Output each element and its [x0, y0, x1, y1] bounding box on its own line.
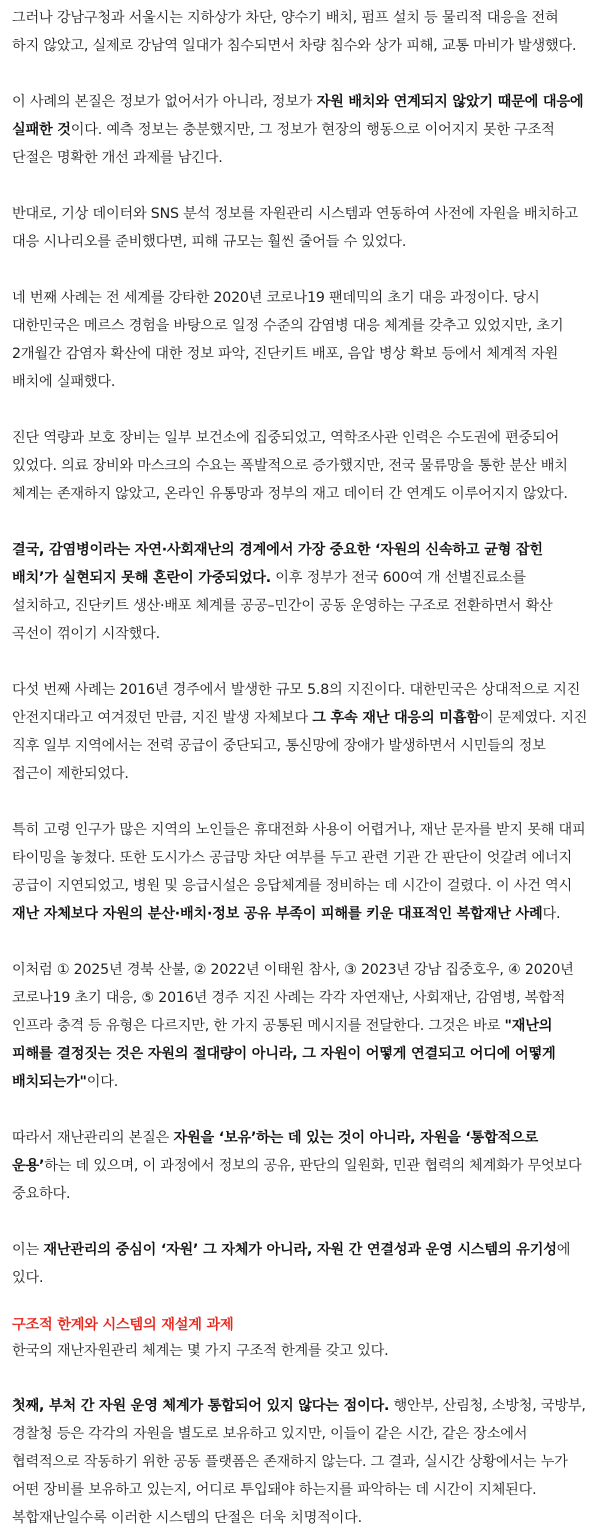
paragraph-covid-case — [12, 284, 588, 396]
text-run: 진단 역량과 보호 장비는 일부 보건소에 집중되었고, 역학조사관 인력은 수도권에 편중되어 있었다. 의료 장비와 마스크의 수요는 폭발적으로 증가했지만, 전국 물류망을 통한 분산 배치 체계는 존재하지 않았고, 온라인 유통망과 정부의 재고 데이터 간 연계도 이루어지지 않았다. — [12, 430, 568, 502]
paragraph-gyeongju-case — [12, 676, 588, 788]
text-run: 이처럼 ① 2025년 경북 산불, ② 2022년 이태원 참사, ③ 2023년 강남 집중호우, ④ 2020년 코로나19 초기 대응, ⑤ 2016년 경주 지진 사례는 각각 자연재난, 사회재난, 감염병, 복합적 인프라 충격 등 유형은 다르지만, 한 가지 공통된 메시지를 전달한다. 그것은 바로 — [12, 962, 574, 1034]
text-run: 이는 — [12, 1242, 44, 1258]
text-run: 반대로, 기상 데이터와 SNS 분석 정보를 자원관리 시스템과 연동하여 사전에 자원을 배치하고 대응 시나리오를 준비했다면, 피해 규모는 훨씬 줄어들 수 있었다. — [12, 206, 578, 250]
text-run: 에 있다. — [12, 1242, 571, 1286]
text-run: 하는 데 있으며, 이 과정에서 정보의 공유, 판단의 일원화, 민관 협력의 체계화가 무엇보다 중요하다. — [12, 1158, 582, 1202]
text-run: 다섯 번째 사례는 2016년 경주에서 발생한 규모 5.8의 지진이다. 대한민국은 상대적으로 지진 안전지대라고 여겨졌던 만큼, 지진 발생 자체보다 — [12, 682, 581, 726]
emphasis-text: 그 후속 재난 대응의 미흡함 — [312, 710, 480, 726]
text-run: 이다. 예측 정보는 충분했지만, 그 정보가 현장의 행동으로 이어지지 못한 구조적 단절은 명확한 개선 과제를 남긴다. — [12, 122, 555, 166]
text-run: 따라서 재난관리의 본질은 — [12, 1130, 174, 1146]
emphasis-text: 결국, 감염병이라는 자연·사회재난의 경계에서 가장 중요한 ‘자원의 신속하고 균형 잡힌 배치’가 실현되지 못해 혼란이 가중되었다. — [12, 542, 543, 586]
paragraph-gyeongju-elderly — [12, 816, 588, 928]
text-run: 특히 고령 인구가 많은 지역의 노인들은 휴대전화 사용이 어렵거나, 재난 문자를 받지 못해 대피 타이밍을 놓쳤다. 또한 도시가스 공급망 차단 여부를 두고 관련 기관 간 판단이 엇갈려 에너지 공급이 지연되었고, 병원 및 응급시설은 응답체계를 정비하는 데 시간이 걸렸다. 이 사건 역시 — [12, 822, 586, 894]
emphasis-text: "재난의 피해를 결정짓는 것은 자원의 절대량이 아니라, 그 자원이 어떻게 연결되고 어디에 어떻게 배치되는가" — [12, 1018, 556, 1090]
paragraph-first-point — [12, 1392, 588, 1532]
paragraph-gangnam-response — [12, 4, 588, 60]
paragraph-five-cases-summary — [12, 956, 588, 1096]
paragraph-essence-of-management — [12, 1124, 588, 1208]
emphasis-text: 첫째, 부처 간 자원 운영 체계가 통합되어 있지 않다는 점이다. — [12, 1398, 390, 1414]
emphasis-text: 자원 배치와 연계되지 않았기 때문에 대응에 실패한 것 — [12, 94, 584, 138]
text-run: 이후 정부가 전국 600여 개 선별진료소를 설치하고, 진단키트 생산·배포 체계를 공공–민간이 공동 운영하는 구조로 전환하면서 확산 곡선이 꺾이기 시작했다. — [12, 570, 553, 642]
emphasis-text: 재난 자체보다 자원의 분산·배치·정보 공유 부족이 피해를 키운 대표적인 복합재난 사례 — [12, 906, 543, 922]
emphasis-text: 자원을 ‘보유’하는 데 있는 것이 아니라, 자원을 ‘통합적으로 운용’ — [12, 1130, 539, 1174]
paragraph-counterfactual — [12, 200, 588, 256]
text-run: 이 사례의 본질은 정보가 없어서가 아니라, 정보가 — [12, 94, 317, 110]
section-intro: 한국의 재난자원관리 체계는 몇 가지 구조적 한계를 갖고 있다. — [12, 1343, 389, 1359]
paragraph-center-of-management — [12, 1236, 588, 1292]
text-run: 이 문제였다. 지진 직후 일부 지역에서는 전력 공급이 중단되고, 통신망에 장애가 발생하면서 시민들의 정보 접근이 제한되었다. — [12, 710, 588, 782]
section-heading: 구조적 한계와 시스템의 재설계 과제 — [12, 1317, 234, 1333]
text-run: 네 번째 사례는 전 세계를 강타한 2020년 코로나19 팬데믹의 초기 대응 과정이다. 당시 대한민국은 메르스 경험을 바탕으로 일정 수준의 감염병 대응 체계를 갖추고 있었지만, 초기 2개월간 감염자 확산에 대한 정보 파악, 진단키트 배포, 음압 병상 확보 등에서 체계적 자원 배치에 실패했다. — [12, 290, 564, 390]
paragraph-covid-resources — [12, 424, 588, 508]
paragraph-case-essence — [12, 88, 588, 172]
paragraph-covid-conclusion — [12, 536, 588, 648]
text-run: 다. — [542, 906, 561, 922]
text-run: 행안부, 산림청, 소방청, 국방부, 경찰청 등은 각각의 자원을 별도로 보유하고 있지만, 이들이 같은 시간, 같은 장소에서 협력적으로 작동하기 위한 공동 플랫폼은 존재하지 않는다. 그 결과, 실시간 상황에서는 누가 어떤 장비를 보유하고 있는지, 어디로 투입돼야 하는지를 파악하는 데 시간이 지체된다. 복합재난일수록 이러한 시스템의 단절은 더욱 치명적이다. — [12, 1398, 586, 1526]
text-run: 그러나 강남구청과 서울시는 지하상가 차단, 양수기 배치, 펌프 설치 등 물리적 대응을 전혀 하지 않았고, 실제로 강남역 일대가 침수되면서 차량 침수와 상가 피해, 교통 마비가 발생했다. — [12, 10, 577, 54]
text-run: 이다. — [86, 1074, 119, 1090]
emphasis-text: 재난관리의 중심이 ‘자원’ 그 자체가 아니라, 자원 간 연결성과 운영 시스템의 유기성 — [43, 1242, 557, 1258]
